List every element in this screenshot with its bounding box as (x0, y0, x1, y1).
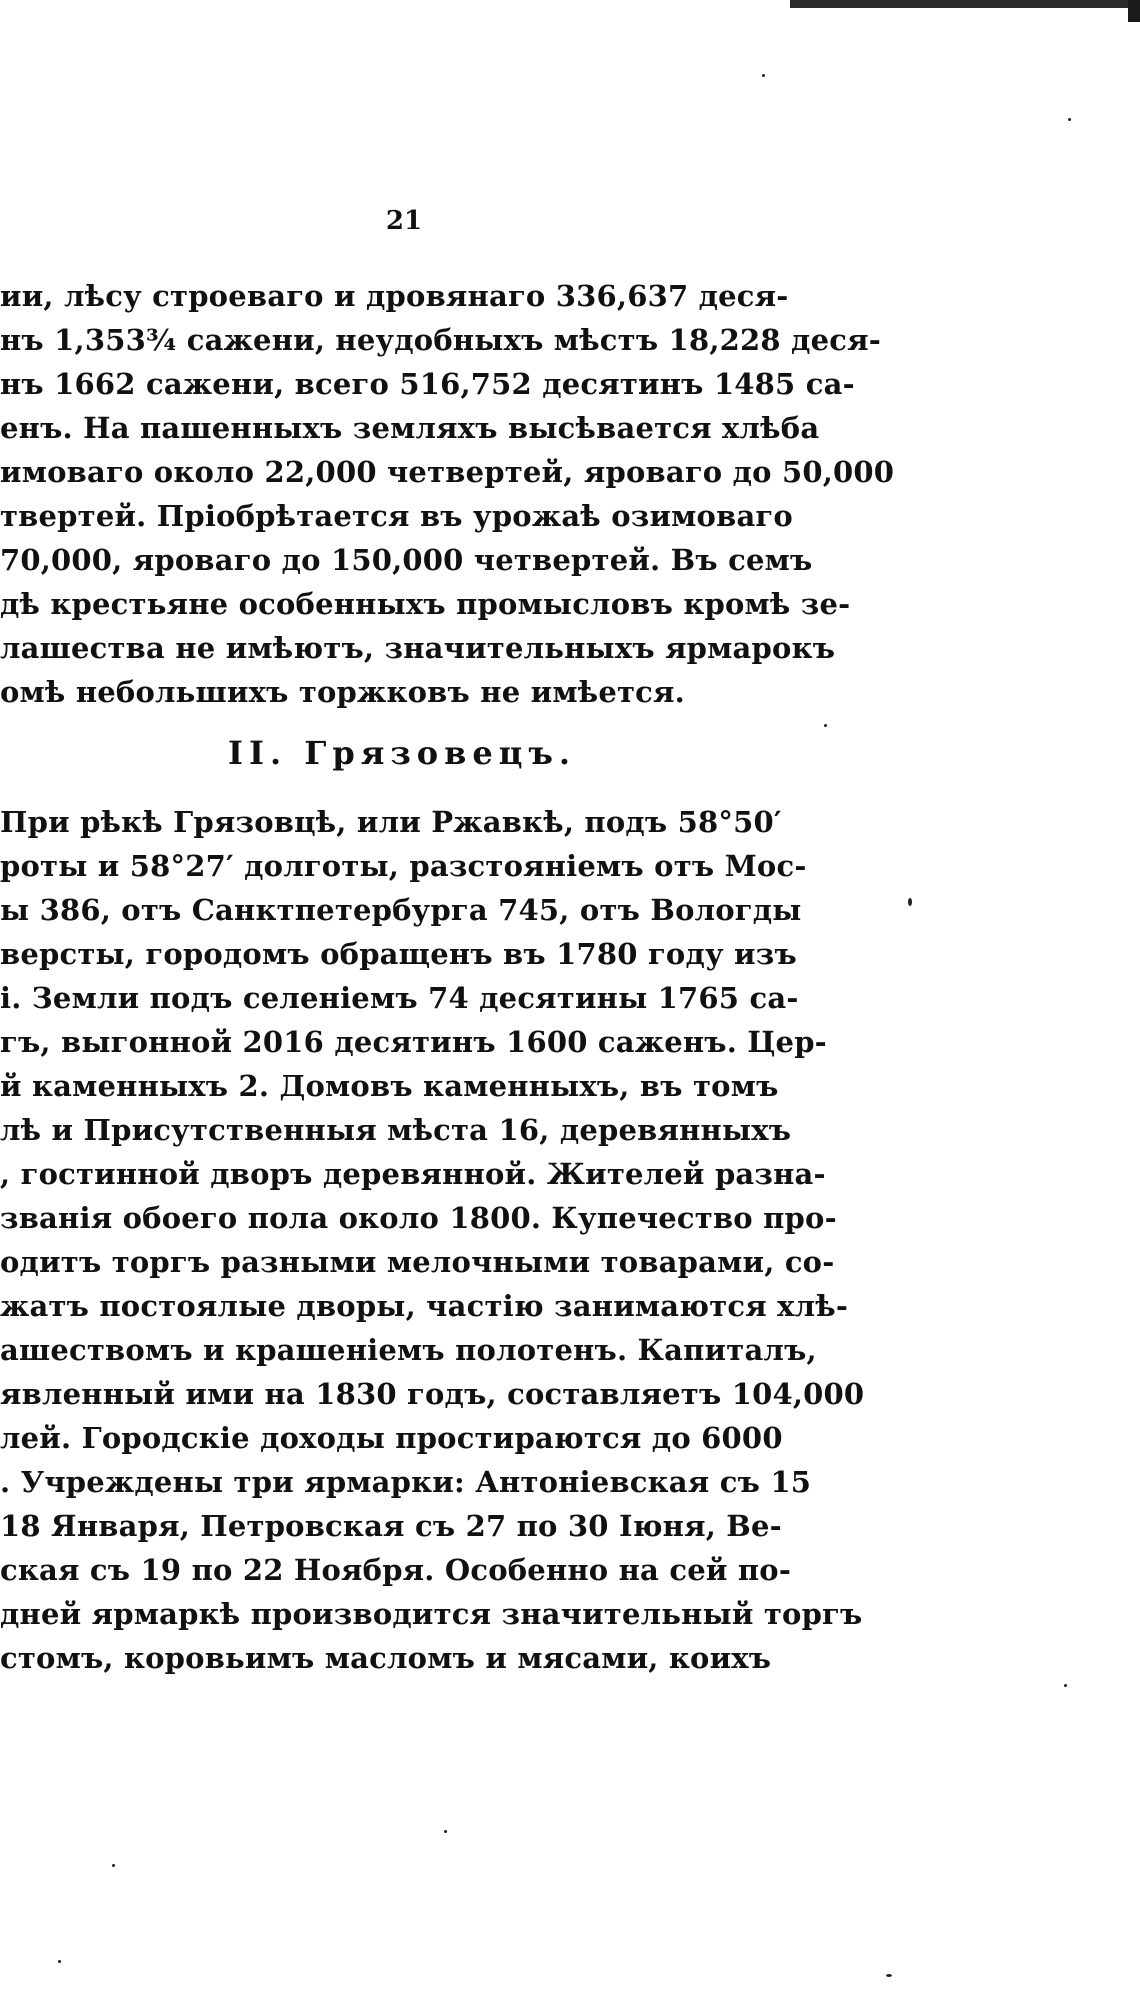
text-line: версты, городомъ обращенъ въ 1780 году изъ (0, 937, 797, 971)
text-line: ы 386, отъ Санктпетербурга 745, отъ Вологды (0, 893, 802, 927)
text-line: ская съ 19 по 22 Ноября. Особенно на сей по- (0, 1553, 792, 1587)
text-line: званія обоего пола около 1800. Купечество про- (0, 1201, 837, 1235)
page-number: 21 (385, 206, 423, 236)
scan-speck (444, 1830, 447, 1833)
scan-speck (824, 724, 827, 727)
text-line: ашествомъ и крашеніемъ полотенъ. Капиталъ, (0, 1333, 817, 1367)
text-line: одитъ торгъ разными мелочными товарами, со- (0, 1245, 835, 1279)
text-line: дѣ крестьяне особенныхъ промысловъ кромѣ зе- (0, 587, 851, 621)
text-line: . Учреждены три ярмарки: Антоніевская съ 15 (0, 1465, 812, 1499)
text-line: гъ, выгонной 2016 десятинъ 1600 саженъ. Цер- (0, 1025, 827, 1059)
scan-speck (886, 1974, 892, 1977)
text-line: явленный ими на 1830 годъ, составляетъ 104,000 (0, 1377, 865, 1411)
scan-speck (1068, 118, 1071, 121)
text-line: лей. Городскіе доходы простираются до 6000 (0, 1421, 783, 1455)
text-line: лашества не имѣютъ, значительныхъ ярмарокъ (0, 631, 836, 665)
text-line: нъ 1662 сажени, всего 516,752 десятинъ 1485 са- (0, 367, 855, 401)
text-line: стомъ, коровьимъ масломъ и мясами, коихъ (0, 1641, 772, 1675)
text-line: нъ 1,353¾ сажени, неудобныхъ мѣстъ 18,228 деся- (0, 323, 881, 357)
section-heading: II. Грязовецъ. (228, 734, 577, 772)
text-line: енъ. На пашенныхъ земляхъ высѣвается хлѣба (0, 411, 820, 445)
text-line: жатъ постоялые дворы, частію занимаются хлѣ- (0, 1289, 849, 1323)
text-line: ии, лѣсу строеваго и дровянаго 336,637 деся- (0, 279, 789, 313)
text-line: При рѣкѣ Грязовцѣ, или Ржавкѣ, подъ 58°50′ (0, 805, 782, 839)
scan-speck (908, 898, 912, 906)
scan-speck (58, 1960, 61, 1963)
text-line: имоваго около 22,000 четвертей, яроваго до 50,000 (0, 455, 895, 489)
text-line: і. Земли подъ селеніемъ 74 десятины 1765 са- (0, 981, 799, 1015)
scan-edge-top-bar (790, 0, 1140, 8)
text-line: 18 Января, Петровская съ 27 по 30 Іюня, Ве- (0, 1509, 782, 1543)
text-line: твертей. Пріобрѣтается въ урожаѣ озимоваго (0, 499, 793, 533)
text-line: 70,000, яроваго до 150,000 четвертей. Въ семъ (0, 543, 813, 577)
text-line: й каменныхъ 2. Домовъ каменныхъ, въ томъ (0, 1069, 779, 1103)
scan-speck (1064, 1684, 1067, 1687)
scan-speck (762, 74, 765, 77)
text-line: , гостинной дворъ деревянной. Жителей разна- (0, 1157, 826, 1191)
scan-edge-corner (1128, 0, 1140, 22)
scan-speck (112, 1864, 115, 1867)
text-line: лѣ и Присутственныя мѣста 16, деревянныхъ (0, 1113, 792, 1147)
text-line: роты и 58°27′ долготы, разстояніемъ отъ Мос- (0, 849, 807, 883)
text-line: дней ярмаркѣ производится значительный торгъ (0, 1597, 863, 1631)
text-line: омѣ небольшихъ торжковъ не имѣется. (0, 675, 685, 709)
